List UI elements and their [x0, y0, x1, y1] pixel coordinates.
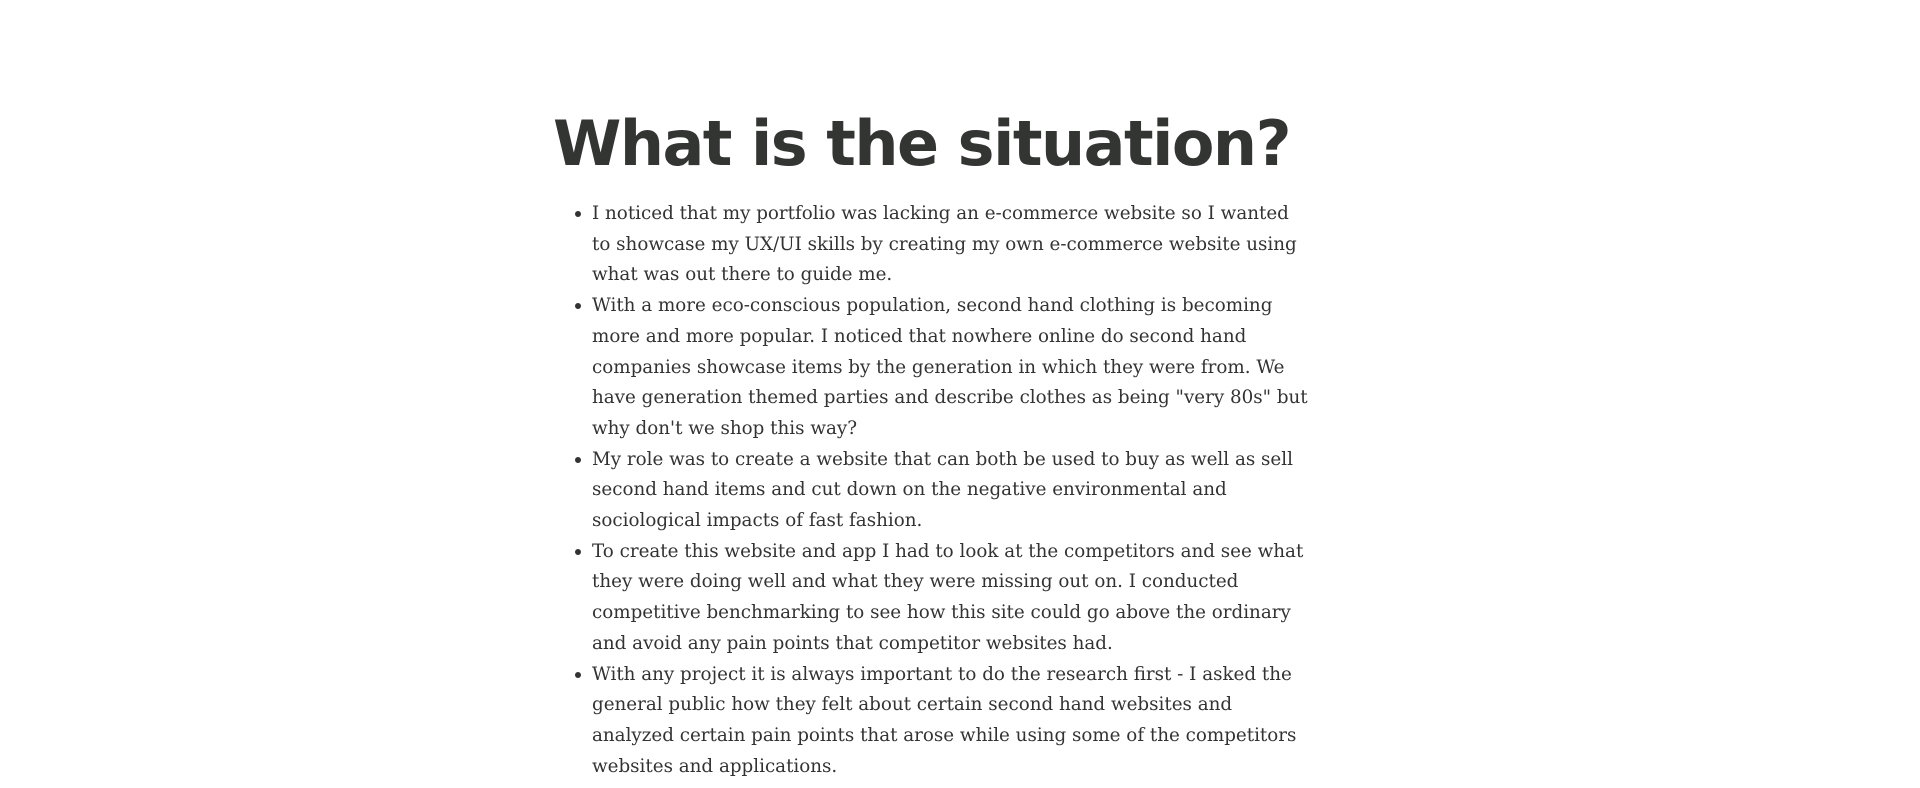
list-item: With a more eco-conscious population, second hand clothing is becoming more and more popular. I noticed that nowhere online do second hand companies showcase items by the generation in which they were from. We have generation themed parties and describe clothes as being "very 80s" but why don't we shop this way?	[592, 291, 1312, 445]
list-item: I noticed that my portfolio was lacking an e-commerce website so I wanted to showcase my UX/UI skills by creating my own e-commerce website using what was out there to guide me.	[592, 199, 1312, 291]
situation-bullet-list	[592, 199, 1312, 782]
list-item: With any project it is always important to do the research first - I asked the general public how they felt about certain second hand websites and analyzed certain pain points that arose while using some of the competitors websites and applications.	[592, 660, 1312, 783]
list-item: To create this website and app I had to look at the competitors and see what they were doing well and what they were missing out on. I conducted competitive benchmarking to see how this site could go above the ordinary and avoid any pain points that competitor websites had.	[592, 537, 1312, 660]
section-title: What is the situation?	[552, 107, 1291, 180]
list-item: My role was to create a website that can both be used to buy as well as sell second hand items and cut down on the negative environmental and sociological impacts of fast fashion.	[592, 445, 1312, 537]
